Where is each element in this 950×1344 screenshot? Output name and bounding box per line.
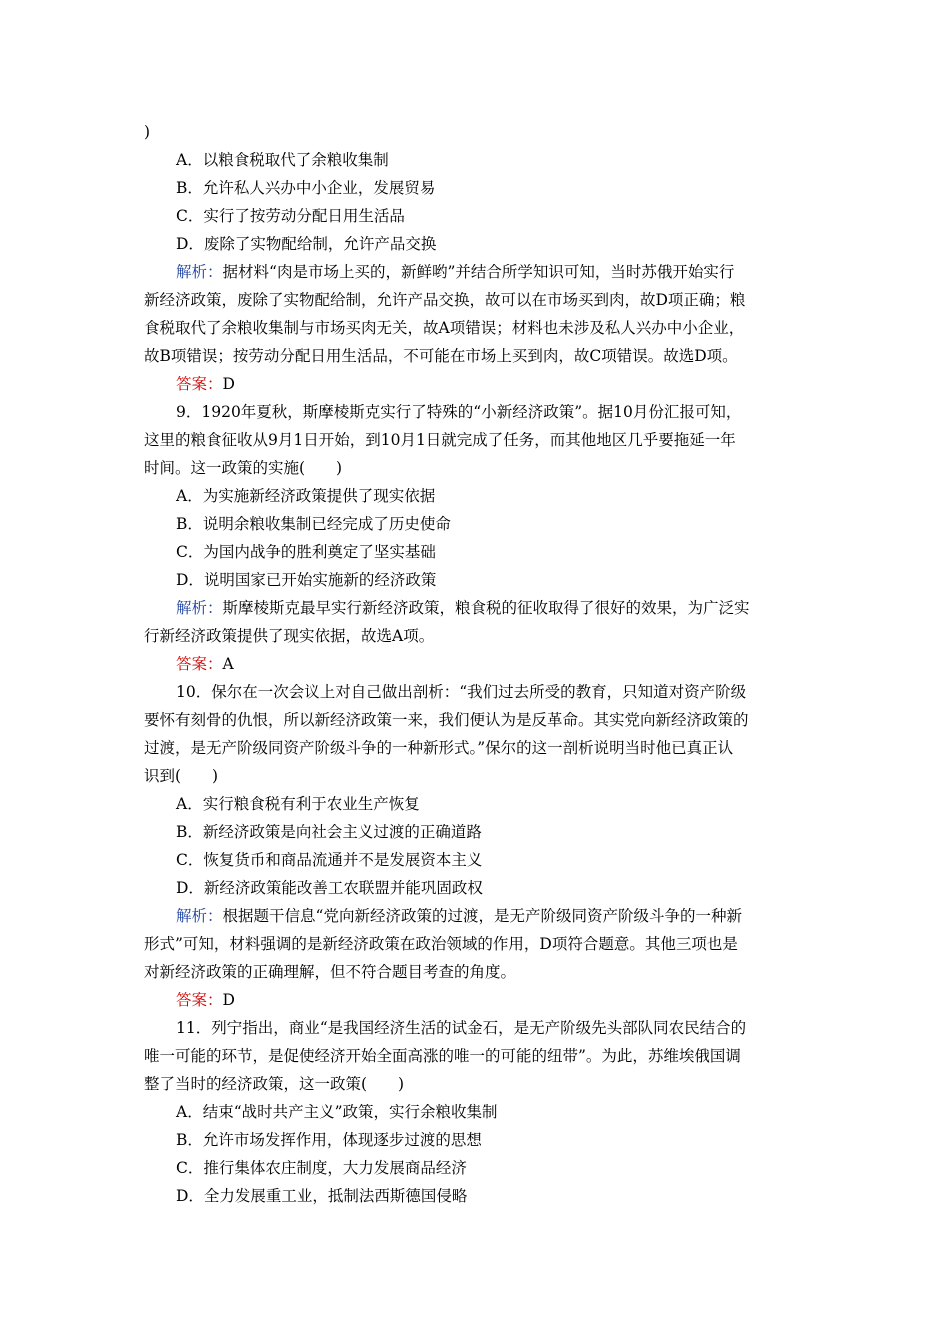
q10-option-d: D．新经济政策能改善工农联盟并能巩固政权 (176, 879, 483, 897)
q10-analysis-label: 解析： (176, 907, 223, 925)
q10-stem-line-4: 识到( ) (144, 767, 219, 785)
q8-option-a: A．以粮食税取代了余粮收集制 (176, 151, 389, 169)
q9-option-a: A．为实施新经济政策提供了现实依据 (176, 487, 436, 505)
q10-stem-line-2: 要怀有刻骨的仇恨，所以新经济政策一来，我们便认为是反革命。其实党向新经济政策的 (144, 711, 749, 729)
q9-analysis-text-1: 斯摩棱斯克最早实行新经济政策，粮食税的征收取得了很好的效果，为广泛实 (222, 599, 750, 617)
q9-answer (176, 654, 234, 674)
q9-stem-line-1: 9．1920年夏秋，斯摩棱斯克实行了特殊的“小新经济政策”。据10月份汇报可知， (176, 403, 742, 421)
q9-option-b: B．说明余粮收集制已经完成了历史使命 (176, 515, 451, 533)
q8-analysis-label: 解析： (176, 263, 223, 281)
q8-answer-label: 答案： (176, 375, 223, 393)
q11-option-c: C．推行集体农庄制度，大力发展商品经济 (176, 1159, 467, 1177)
q9-option-d: D．说明国家已开始实施新的经济政策 (176, 571, 437, 589)
q9-analysis-line-1 (176, 598, 750, 618)
q8-option-c: C．实行了按劳动分配日用生活品 (176, 207, 405, 225)
q10-stem-line-1: 10．保尔在一次会议上对自己做出剖析：“我们过去所受的教育，只知道对资产阶级 (176, 683, 747, 701)
q8-analysis-text-1: 据材料“肉是市场上买的，新鲜哟”并结合所学知识可知，当时苏俄开始实行 (222, 263, 735, 281)
q9-stem-line-2: 这里的粮食征收从9月1日开始，到10月1日就完成了任务，而其他地区几乎要拖延一年 (144, 431, 736, 449)
q10-answer (176, 990, 235, 1010)
q9-analysis-line-2: 行新经济政策提供了现实依据，故选A项。 (144, 627, 435, 645)
q11-stem-line-3: 整了当时的经济政策，这一政策( ) (144, 1075, 405, 1093)
q9-answer-value: A (222, 655, 234, 673)
q8-answer-value: D (222, 375, 235, 393)
q10-stem-line-3: 过渡，是无产阶级同资产阶级斗争的一种新形式。”保尔的这一剖析说明当时他已真正认 (144, 739, 734, 757)
q10-analysis-line-3: 对新经济政策的正确理解，但不符合题目考查的角度。 (144, 963, 517, 981)
q11-option-b: B．允许市场发挥作用，体现逐步过渡的思想 (176, 1131, 482, 1149)
q10-option-a: A．实行粮食税有利于农业生产恢复 (176, 795, 420, 813)
q11-stem-line-2: 唯一可能的环节，是促使经济开始全面高涨的唯一的可能的纽带”。为此，苏维埃俄国调 (144, 1047, 741, 1065)
q10-analysis-line-2: 形式”可知，材料强调的是新经济政策在政治领域的作用，D项符合题意。其他三项也是 (144, 935, 738, 953)
q11-stem-line-1: 11．列宁指出，商业“是我国经济生活的试金石，是无产阶级先头部队同农民结合的 (176, 1019, 747, 1037)
q9-stem-line-3: 时间。这一政策的实施( ) (144, 459, 343, 477)
q11-option-a: A．结束“战时共产主义”政策，实行余粮收集制 (176, 1103, 498, 1121)
q10-analysis-line-1 (176, 906, 742, 926)
q9-analysis-label: 解析： (176, 599, 223, 617)
q8-analysis-line-4: 故B项错误；按劳动分配日用生活品，不可能在市场上买到肉，故C项错误。故选D项。 (144, 347, 738, 365)
q10-option-c: C．恢复货币和商品流通并不是发展资本主义 (176, 851, 483, 869)
q8-option-d: D．废除了实物配给制，允许产品交换 (176, 235, 437, 253)
q10-analysis-text-1: 根据题干信息“党向新经济政策的过渡，是无产阶级同资产阶级斗争的一种新 (222, 907, 742, 925)
q9-answer-label: 答案： (176, 655, 223, 673)
q8-analysis-line-3: 食税取代了余粮收集制与市场买肉无关，故A项错误；材料也未涉及私人兴办中小企业， (144, 319, 745, 337)
q8-analysis-line-2: 新经济政策，废除了实物配给制，允许产品交换，故可以在市场买到肉，故D项正确；粮 (144, 291, 746, 309)
q8-paren-close: ) (144, 123, 151, 141)
q8-analysis-line-1 (176, 262, 806, 282)
q9-option-c: C．为国内战争的胜利奠定了坚实基础 (176, 543, 436, 561)
q10-answer-value: D (222, 991, 235, 1009)
q10-option-b: B．新经济政策是向社会主义过渡的正确道路 (176, 823, 482, 841)
q11-option-d: D．全力发展重工业，抵制法西斯德国侵略 (176, 1187, 468, 1205)
q10-answer-label: 答案： (176, 991, 223, 1009)
q8-answer (176, 374, 235, 394)
q8-option-b: B．允许私人兴办中小企业，发展贸易 (176, 179, 436, 197)
